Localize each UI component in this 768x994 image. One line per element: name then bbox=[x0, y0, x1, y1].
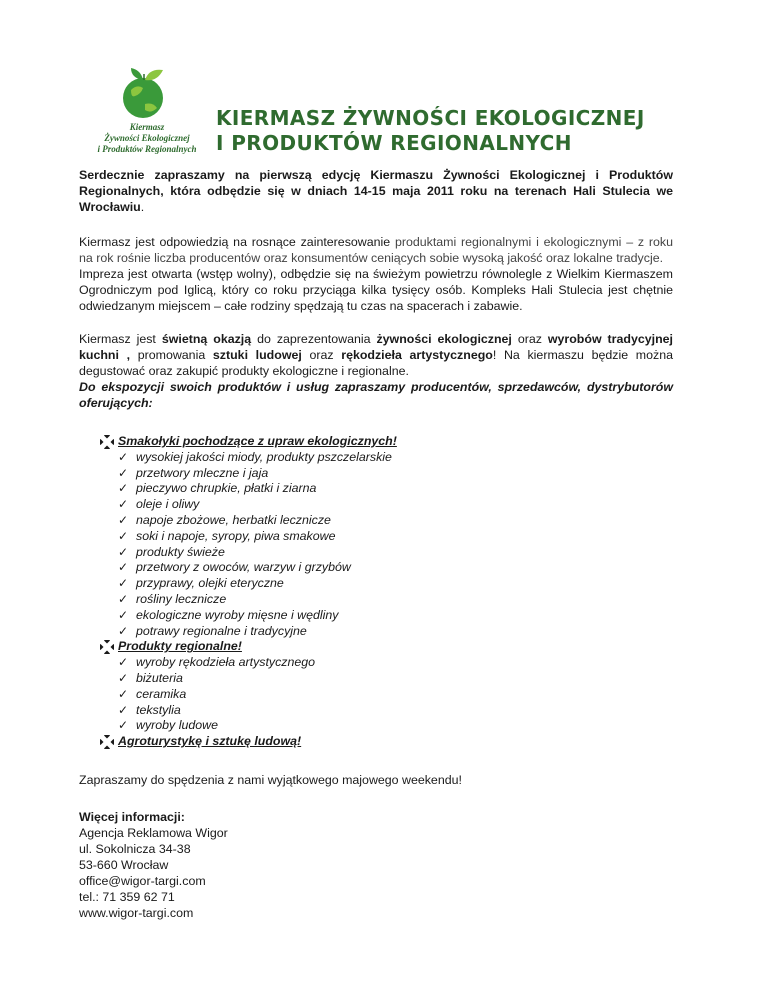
list-item-label: przyprawy, olejki eteryczne bbox=[136, 576, 284, 591]
list-item bbox=[118, 687, 673, 703]
category-lists bbox=[79, 434, 673, 750]
list-item bbox=[118, 703, 673, 719]
offer-text: oraz bbox=[511, 332, 548, 346]
list-item-label: napoje zbożowe, herbatki lecznicze bbox=[136, 512, 331, 527]
globe-leaf-icon bbox=[95, 66, 199, 122]
list-item-label: produkty świeże bbox=[136, 544, 225, 559]
offer-paragraph bbox=[79, 331, 673, 411]
title-line-2: I PRODUKTÓW REGIONALNYCH bbox=[216, 131, 572, 155]
category-title: Produkty regionalne! bbox=[118, 639, 242, 654]
list-item bbox=[118, 671, 673, 687]
logo bbox=[95, 66, 199, 164]
category-title: Agroturystykę i sztukę ludową! bbox=[118, 734, 302, 749]
checkmark-icon: ✓ bbox=[118, 670, 129, 685]
checkmark-icon: ✓ bbox=[118, 512, 129, 527]
contact-website: www.wigor-targi.com bbox=[79, 905, 194, 920]
intro-text: Serdecznie zapraszamy na pierwszą edycję Kiermaszu Żywności Ekologicznej i Produktów Regionalnych, która odbędzie się w dniach 14-15 maja 2011 roku na terenach Hali Stulecia we Wrocławiu bbox=[79, 168, 673, 214]
list-item bbox=[118, 576, 673, 592]
document-page bbox=[79, 52, 673, 921]
list-item bbox=[118, 466, 673, 482]
offer-bold: rękodzieła artystycznego bbox=[341, 348, 493, 362]
offer-text: promowania bbox=[130, 348, 213, 362]
list-item bbox=[118, 655, 673, 671]
category-items bbox=[118, 655, 673, 734]
list-item-label: przetwory mleczne i jaja bbox=[136, 465, 269, 480]
checkmark-icon: ✓ bbox=[118, 576, 129, 591]
header bbox=[79, 52, 673, 164]
checkmark-icon: ✓ bbox=[118, 481, 129, 496]
list-item-label: przetwory z owoców, warzyw i grzybów bbox=[136, 560, 351, 575]
list-item bbox=[118, 497, 673, 513]
checkmark-icon: ✓ bbox=[118, 623, 129, 638]
list-item bbox=[118, 513, 673, 529]
list-item bbox=[118, 529, 673, 545]
category-title: Smakołyki pochodzące z upraw ekologicznych! bbox=[118, 434, 397, 448]
list-item-label: oleje i oliwy bbox=[136, 497, 200, 512]
contact-line: 53-660 Wrocław bbox=[79, 857, 169, 872]
category-block bbox=[79, 434, 673, 639]
list-item bbox=[118, 718, 673, 734]
offer-bold: wyrobów tradycyjnej kuchni , bbox=[79, 332, 673, 362]
list-item bbox=[118, 560, 673, 576]
offer-bold: sztuki ludowej bbox=[212, 348, 302, 362]
intro-paragraph bbox=[79, 167, 673, 215]
checkmark-icon: ✓ bbox=[118, 718, 129, 733]
list-item-label: rośliny lecznicze bbox=[136, 591, 227, 606]
list-item bbox=[118, 545, 673, 561]
list-item-label: wyroby rękodzieła artystycznego bbox=[136, 655, 316, 670]
list-item-label: ceramika bbox=[136, 686, 187, 701]
offer-text: do zaprezentowania bbox=[251, 332, 377, 346]
checkmark-icon: ✓ bbox=[118, 449, 129, 464]
checkmark-icon: ✓ bbox=[118, 465, 129, 480]
contact-line: ul. Sokolnicza 34-38 bbox=[79, 841, 191, 856]
list-item-label: potrawy regionalne i tradycyjne bbox=[136, 623, 307, 638]
offer-text: ! Na kiermaszu będzie można degustować oraz zakupić produkty ekologiczne i regionalne. bbox=[79, 348, 673, 378]
checkmark-icon: ✓ bbox=[118, 544, 129, 559]
checkmark-icon: ✓ bbox=[118, 591, 129, 606]
intro-end: . bbox=[140, 200, 145, 214]
list-item-label: wysokiej jakości miody, produkty pszczelarskie bbox=[136, 449, 392, 464]
list-item-label: biżuteria bbox=[136, 670, 183, 685]
checkmark-icon: ✓ bbox=[118, 560, 129, 575]
invite-text: Do ekspozycji swoich produktów i usług zapraszamy producentów, sprzedawców, dystrybutorów oferujących: bbox=[79, 380, 673, 410]
list-item bbox=[118, 624, 673, 640]
category-block bbox=[79, 639, 673, 734]
checkmark-icon: ✓ bbox=[118, 655, 129, 670]
diamond-bullet-icon bbox=[100, 640, 114, 654]
contact-email: office@wigor-targi.com bbox=[79, 873, 206, 888]
contact-label: Więcej informacji: bbox=[79, 809, 185, 824]
checkmark-icon: ✓ bbox=[118, 686, 129, 701]
checkmark-icon: ✓ bbox=[118, 528, 129, 543]
logo-line: Żywności Ekologicznej bbox=[104, 133, 190, 143]
offer-text: oraz bbox=[301, 348, 342, 362]
checkmark-icon: ✓ bbox=[118, 702, 129, 717]
list-item-label: tekstylia bbox=[136, 702, 181, 717]
checkmark-icon: ✓ bbox=[118, 497, 129, 512]
page-title bbox=[216, 106, 645, 156]
desc-b: produktami regionalnymi i ekologicznymi – z roku na rok rośnie liczba producentów oraz konsumentów ceniących sobie wysoką jakość oraz lokalne tradycje. bbox=[79, 235, 673, 265]
list-item-label: pieczywo chrupkie, płatki i ziarna bbox=[136, 481, 317, 496]
desc-a: Kiermasz jest odpowiedzią na rosnące zainteresowanie bbox=[79, 235, 395, 249]
contact-line: Agencja Reklamowa Wigor bbox=[79, 825, 228, 840]
list-item-label: ekologiczne wyroby mięsne i wędliny bbox=[136, 607, 339, 622]
description-paragraph bbox=[79, 234, 673, 314]
list-item-label: soki i napoje, syropy, piwa smakowe bbox=[136, 528, 336, 543]
logo-text bbox=[95, 122, 199, 155]
closing-text: Zapraszamy do spędzenia z nami wyjątkowego majowego weekendu! bbox=[79, 772, 462, 787]
checkmark-icon: ✓ bbox=[118, 607, 129, 622]
desc-c: Impreza jest otwarta (wstęp wolny), odbędzie się na świeżym powietrzu równolegle z Wielkim Kiermaszem Ogrodniczym pod Iglicą, który co roku przyciąga kilka tysięcy osób. Kompleks Hali Stulecia jest chętnie odwiedzanym miejscem – całe rodziny spędzają tu czas na spacerach i zabawie. bbox=[79, 267, 673, 313]
diamond-bullet-icon bbox=[100, 435, 114, 449]
logo-line: i Produktów Regionalnych bbox=[97, 144, 197, 154]
category-items bbox=[118, 450, 673, 640]
title-line-1: KIERMASZ ŻYWNOŚCI EKOLOGICZNEJ bbox=[216, 106, 645, 130]
offer-bold: świetną okazją bbox=[161, 332, 252, 346]
list-item bbox=[118, 608, 673, 624]
contact-phone: tel.: 71 359 62 71 bbox=[79, 889, 175, 904]
list-item bbox=[118, 450, 673, 466]
list-item bbox=[118, 592, 673, 608]
contact-block bbox=[79, 809, 673, 921]
offer-bold: żywności ekologicznej bbox=[376, 332, 512, 346]
list-item-label: wyroby ludowe bbox=[136, 718, 218, 733]
list-item bbox=[118, 481, 673, 497]
logo-line: Kiermasz bbox=[129, 122, 165, 132]
offer-text: Kiermasz jest bbox=[79, 332, 162, 346]
category-block bbox=[79, 734, 673, 750]
diamond-bullet-icon bbox=[100, 735, 114, 749]
